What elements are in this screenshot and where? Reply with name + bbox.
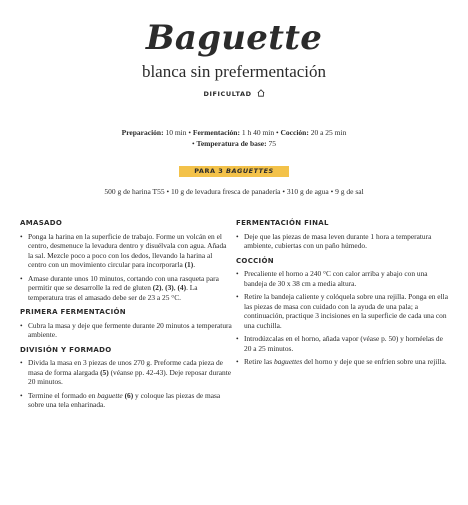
- instruction-step: • Introdúzcalas en el horno, añada vapor (véase p. 50) y hornéelas de 20 a 25 minutos.: [236, 334, 448, 353]
- portion-banner: [179, 166, 289, 177]
- instruction-step: • Termine el formado en baguette (6) y coloque las piezas de masa sobre una tela enharinada.: [20, 391, 232, 410]
- difficulty-label: DIFICULTAD: [203, 90, 252, 98]
- instruction-step: • Deje que las piezas de masa leven durante 1 hora a temperatura ambiente, cubiertas con un paño húmedo.: [236, 232, 448, 251]
- house-outline-icon: [257, 89, 265, 99]
- instruction-step: • Retire las baguettes del horno y deje que se enfríen sobre una rejilla.: [236, 357, 448, 367]
- section-heading: PRIMERA FERMENTACIÓN: [20, 308, 126, 316]
- section-heading: AMASADO: [20, 219, 63, 227]
- section-heading: COCCIÓN: [236, 256, 274, 265]
- portion-italic: BAGUETTES: [226, 167, 274, 175]
- difficulty-rating: [0, 89, 468, 99]
- instruction-step: • Ponga la harina en la superficie de trabajo. Forme un volcán en el centro, desmenuce la levadura dentro y disuélvala con agua. Añada la sal. Mezcle poco a poco con los dedos, llevando la harina al centro con un movimiento circular para incorporarla (1).: [20, 232, 232, 270]
- prep-times: Preparación: 10 min • Fermentación: 1 h 40 min • Cocción: 20 a 25 min: [121, 128, 347, 137]
- instruction-section: [20, 308, 232, 340]
- instruction-step: • Precaliente el horno a 240 °C con calor arriba y abajo con una bandeja de 30 x 38 cm a media altura.: [236, 269, 448, 288]
- instruction-section: [236, 219, 448, 251]
- instruction-section: [20, 346, 232, 410]
- instruction-section: [236, 257, 448, 367]
- recipe-subtitle: blanca sin prefermentación: [141, 62, 327, 81]
- instruction-step: • Retire la bandeja caliente y colóquela sobre una rejilla. Ponga en ella las piezas de masa con cuidado con la ayuda de una pala; a continuación, practique 3 incisiones en la superficie de cada una con una cuchilla.: [236, 292, 448, 330]
- base-temperature: • Temperatura de base: 75: [191, 139, 277, 148]
- left-column: [20, 219, 232, 416]
- ingredients-list: 500 g de harina T55 • 10 g de levadura fresca de panadería • 310 g de agua • 9 g de sal: [104, 187, 364, 196]
- portion-prefix: PARA 3: [194, 167, 224, 175]
- preparation-info: [0, 127, 468, 149]
- instruction-step: • Amase durante unos 10 minutos, cortando con una rasqueta para permitir que se desarrolle la red de gluten (2), (3), (4). La temperatura tras el amasado debe ser de 23 a 25 °C.: [20, 274, 232, 303]
- instruction-section: [20, 219, 232, 302]
- right-column: [236, 219, 448, 373]
- section-heading: DIVISIÓN Y FORMADO: [20, 345, 112, 354]
- instruction-step: • Divida la masa en 3 piezas de unos 270 g. Preforme cada pieza de masa de forma alargada (5) (véanse pp. 42-43). Deje reposar durante 20 minutos.: [20, 358, 232, 387]
- section-heading: FERMENTACIÓN FINAL: [236, 219, 329, 227]
- instruction-step: • Cubra la masa y deje que fermente durante 20 minutos a temperatura ambiente.: [20, 321, 232, 340]
- recipe-title: Baguette: [145, 18, 323, 58]
